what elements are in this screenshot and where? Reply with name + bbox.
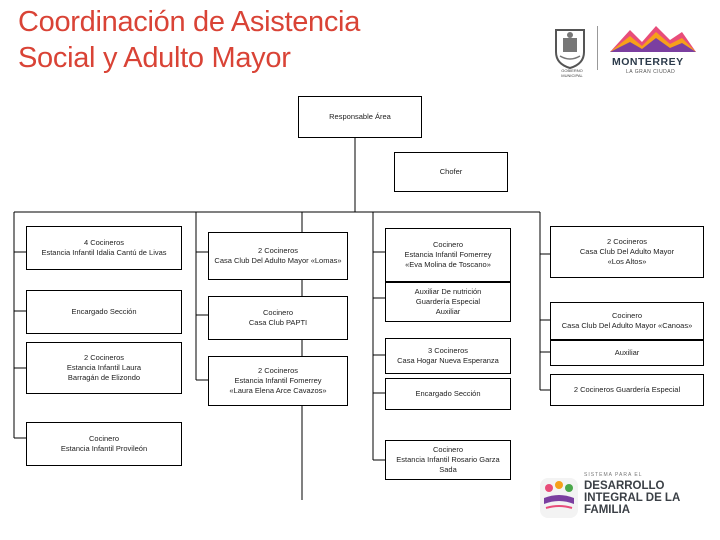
- dif-line-1: DESARROLLO: [584, 480, 665, 492]
- org-box-col3-3: 3 Cocineros Casa Hogar Nueva Esperanza: [385, 338, 511, 374]
- org-box-col3-5: Cocinero Estancia Infantil Rosario Garza Sada: [385, 440, 511, 480]
- dif-logo: [538, 468, 718, 540]
- dif-line-2: INTEGRAL DE LA: [584, 492, 681, 504]
- dif-prefix: SISTEMA PARA EL: [584, 472, 643, 478]
- org-box-col1-1: 4 Cocineros Estancia Infantil Idalia Cantú de Livas: [26, 226, 182, 270]
- org-box-col4-1: 2 Cocineros Casa Club Del Adulto Mayor «Los Altos»: [550, 226, 704, 278]
- org-box-col1-2: Encargado Sección: [26, 290, 182, 334]
- org-box-col1-3: 2 Cocineros Estancia Infantil Laura Barragán de Elizondo: [26, 342, 182, 394]
- org-box-col1-4: Cocinero Estancia Infantil Provileón: [26, 422, 182, 466]
- org-box-col4-3: Auxiliar: [550, 340, 704, 366]
- city-logo-tagline: LA GRAN CIUDAD: [626, 69, 676, 75]
- org-box-chofer: Chofer: [394, 152, 508, 192]
- seal-caption: GOBIERNO MUNICIPAL: [561, 68, 583, 78]
- city-logo-word: MONTERREY: [612, 56, 684, 68]
- org-box-head: Responsable Área: [298, 96, 422, 138]
- dif-name: [584, 480, 680, 516]
- dif-line-3: FAMILIA: [584, 504, 630, 516]
- title-line-1: Coordinación de Asistencia: [18, 6, 361, 38]
- dif-family-icon: [538, 474, 580, 522]
- org-box-col4-4: 2 Cocineros Guardería Especial: [550, 374, 704, 406]
- org-box-col2-1: 2 Cocineros Casa Club Del Adulto Mayor «Lomas»: [208, 232, 348, 280]
- org-box-col3-4: Encargado Sección: [385, 378, 511, 410]
- org-box-col2-2: Cocinero Casa Club PAPTI: [208, 296, 348, 340]
- org-box-col3-1: Cocinero Estancia Infantil Fomerrey «Eva Molina de Toscano»: [385, 228, 511, 282]
- org-box-col2-3: 2 Cocineros Estancia Infantil Fomerrey «Laura Elena Arce Cavazos»: [208, 356, 348, 406]
- org-box-col4-2: Cocinero Casa Club Del Adulto Mayor «Canoas»: [550, 302, 704, 340]
- org-box-col3-2: Auxiliar De nutrición Guardería Especial Auxiliar: [385, 282, 511, 322]
- title-line-2: Social y Adulto Mayor: [18, 42, 291, 74]
